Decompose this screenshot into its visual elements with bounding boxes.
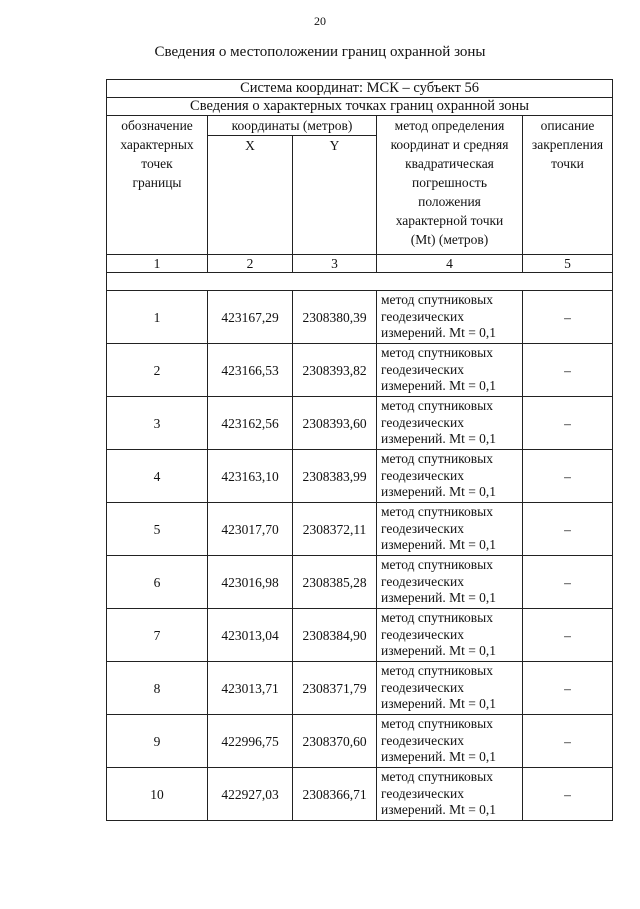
x-coordinate-cell: 423013,71 — [208, 662, 293, 715]
description-cell: – — [523, 609, 613, 662]
description-cell: – — [523, 450, 613, 503]
column-numbers-row — [107, 255, 613, 273]
method-cell: метод спутниковых геодезических измерений. Mt = 0,1 — [377, 768, 523, 821]
document-title: Сведения о местоположении границ охранной зоны — [154, 44, 486, 60]
description-cell: – — [523, 344, 613, 397]
method-cell: метод спутниковых геодезических измерений. Mt = 0,1 — [377, 715, 523, 768]
header-designation: обозначение характерных точек границы — [107, 116, 208, 255]
table-row — [107, 397, 613, 450]
point-number-cell: 5 — [107, 503, 208, 556]
coordinate-system-header: Система координат: МСК – субъект 56 — [107, 80, 613, 98]
x-coordinate-cell: 423166,53 — [208, 344, 293, 397]
description-cell: – — [523, 503, 613, 556]
table-row — [107, 768, 613, 821]
table-subtitle: Сведения о характерных точках границ охранной зоны — [107, 98, 613, 116]
method-cell: метод спутниковых геодезических измерений. Mt = 0,1 — [377, 344, 523, 397]
method-cell: метод спутниковых геодезических измерений. Mt = 0,1 — [377, 450, 523, 503]
description-cell: – — [523, 768, 613, 821]
column-number: 4 — [377, 255, 523, 273]
x-coordinate-cell: 423013,04 — [208, 609, 293, 662]
table-row — [107, 344, 613, 397]
y-coordinate-cell: 2308366,71 — [293, 768, 377, 821]
x-coordinate-cell: 423163,10 — [208, 450, 293, 503]
method-cell: метод спутниковых геодезических измерений. Mt = 0,1 — [377, 662, 523, 715]
x-coordinate-cell: 423162,56 — [208, 397, 293, 450]
table-row — [107, 291, 613, 344]
point-number-cell: 3 — [107, 397, 208, 450]
column-number: 5 — [523, 255, 613, 273]
method-cell: метод спутниковых геодезических измерений. Mt = 0,1 — [377, 291, 523, 344]
y-coordinate-cell: 2308393,82 — [293, 344, 377, 397]
header-method: метод определения координат и средняя квадратическая погрешность положения характерной точки (Mt) (метров) — [377, 116, 523, 255]
column-number: 3 — [293, 255, 377, 273]
table-row — [107, 715, 613, 768]
table-row — [107, 609, 613, 662]
header-x: X — [208, 136, 293, 255]
method-cell: метод спутниковых геодезических измерений. Mt = 0,1 — [377, 609, 523, 662]
spacer-row — [107, 273, 613, 291]
table-row — [107, 556, 613, 609]
x-coordinate-cell: 423016,98 — [208, 556, 293, 609]
y-coordinate-cell: 2308371,79 — [293, 662, 377, 715]
header-description: описание закрепления точки — [523, 116, 613, 255]
boundary-points-table — [106, 79, 613, 821]
x-coordinate-cell: 422996,75 — [208, 715, 293, 768]
point-number-cell: 6 — [107, 556, 208, 609]
method-cell: метод спутниковых геодезических измерений. Mt = 0,1 — [377, 503, 523, 556]
method-cell: метод спутниковых геодезических измерений. Mt = 0,1 — [377, 556, 523, 609]
table-row — [107, 662, 613, 715]
table-body — [107, 80, 613, 821]
description-cell: – — [523, 556, 613, 609]
header-y: Y — [293, 136, 377, 255]
description-cell: – — [523, 715, 613, 768]
y-coordinate-cell: 2308372,11 — [293, 503, 377, 556]
point-number-cell: 7 — [107, 609, 208, 662]
y-coordinate-cell: 2308383,99 — [293, 450, 377, 503]
point-number-cell: 4 — [107, 450, 208, 503]
y-coordinate-cell: 2308385,28 — [293, 556, 377, 609]
description-cell: – — [523, 397, 613, 450]
table-row — [107, 503, 613, 556]
x-coordinate-cell: 423167,29 — [208, 291, 293, 344]
column-number: 2 — [208, 255, 293, 273]
point-number-cell: 2 — [107, 344, 208, 397]
page-number: 20 — [314, 14, 326, 28]
header-coordinates: координаты (метров) — [208, 116, 377, 136]
description-cell: – — [523, 662, 613, 715]
x-coordinate-cell: 422927,03 — [208, 768, 293, 821]
y-coordinate-cell: 2308370,60 — [293, 715, 377, 768]
point-number-cell: 8 — [107, 662, 208, 715]
y-coordinate-cell: 2308384,90 — [293, 609, 377, 662]
description-cell: – — [523, 291, 613, 344]
x-coordinate-cell: 423017,70 — [208, 503, 293, 556]
method-cell: метод спутниковых геодезических измерений. Mt = 0,1 — [377, 397, 523, 450]
point-number-cell: 9 — [107, 715, 208, 768]
point-number-cell: 1 — [107, 291, 208, 344]
y-coordinate-cell: 2308393,60 — [293, 397, 377, 450]
table-row — [107, 450, 613, 503]
y-coordinate-cell: 2308380,39 — [293, 291, 377, 344]
point-number-cell: 10 — [107, 768, 208, 821]
column-number: 1 — [107, 255, 208, 273]
